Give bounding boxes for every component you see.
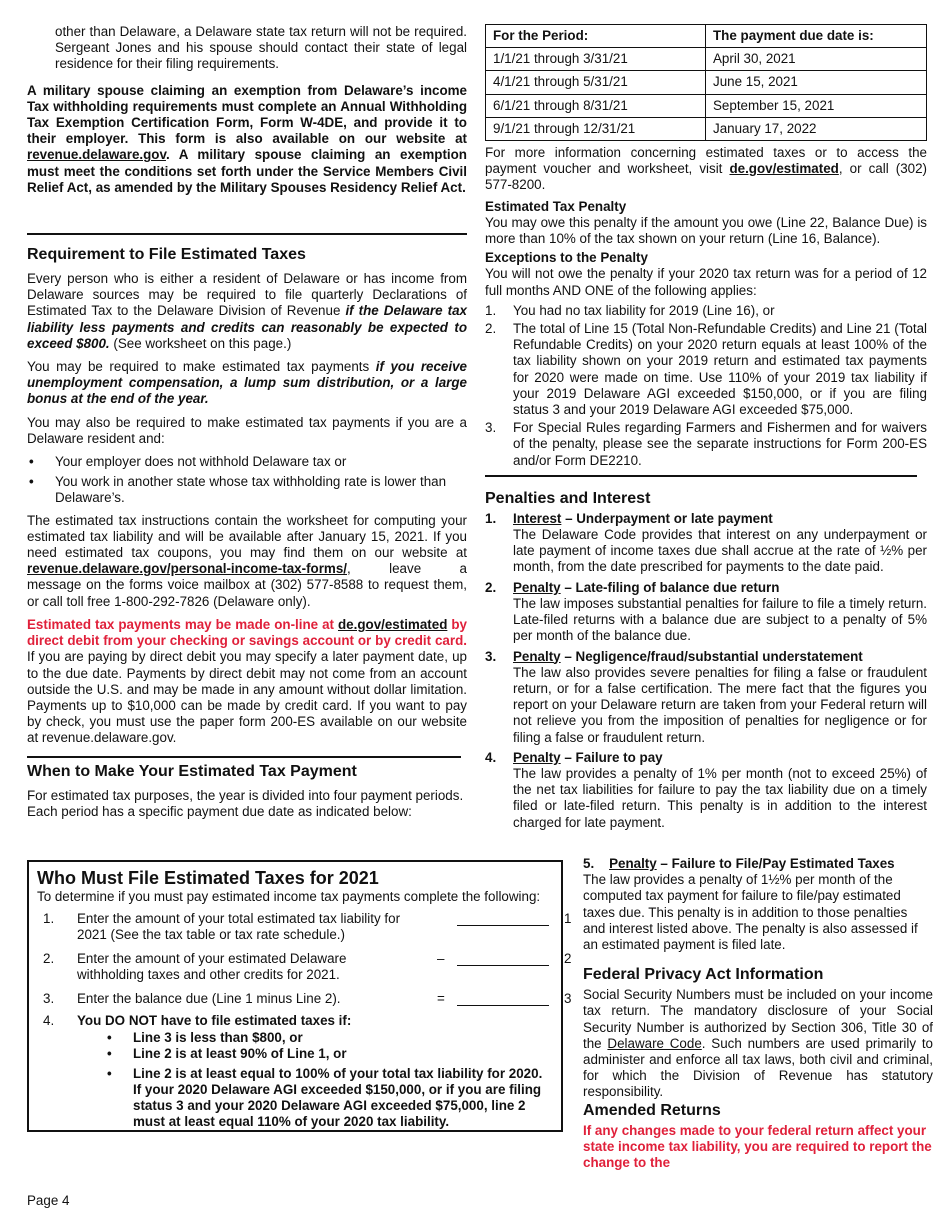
more-info-paragraph <box>485 145 927 194</box>
requirement-text-2: You may be required to make estimated tax payments <box>27 359 376 375</box>
table-row <box>486 71 927 94</box>
list-item <box>105 1066 553 1131</box>
penalty-title <box>513 649 927 665</box>
worksheet-item-4 <box>37 1013 553 1030</box>
amount-entry-line[interactable] <box>457 925 549 926</box>
bullet-icon: • <box>107 1030 112 1046</box>
instructions-text-2: , leave a message on the forms voice mailbox at (302) 577-8588 to request them, or call toll free 1-800-292-7826 (Delaware only). <box>27 561 471 609</box>
table-header: The payment due date is: <box>706 25 927 48</box>
penalty-title <box>513 511 927 527</box>
left-column <box>27 24 471 827</box>
exceptions-paragraph: You will not owe the penalty if your 2020 tax return was for a period of 12 full months AND ONE of the following applies: <box>485 266 927 298</box>
line-description: Enter the amount of your estimated Delaware withholding taxes and other credits for 2021. <box>77 951 347 983</box>
line-label: 1 <box>564 911 572 927</box>
intro-paragraph: other than Delaware, a Delaware state tax return will not be required. Sergeant Jones and his spouse should contact their state of legal residence for their filing requirements. <box>55 24 467 72</box>
amended-returns-paragraph: If any changes made to your federal return affect your state income tax liability, you are required to report the change to the <box>583 1122 932 1171</box>
military-spouse-text: A military spouse claiming an exemption from Delaware’s income Tax withholding requirements must complete an Annual Withholding Tax Exemption Certification Form, Form W-4DE, and provide it to their employer. This form is also available on our website at <box>27 82 467 147</box>
forms-website-link[interactable]: revenue.delaware.gov/personal-income-tax-forms/ <box>27 561 347 577</box>
requirement-emphasis: if the Delaware tax liability less payments and credits can reasonably be expected to exceed $800. <box>27 303 467 351</box>
penalty-description: The law also provides severe penalties for filing a false or fraudulent return, or for a false certification. The mere fact that the figures you report on your Delaware return are taken from your Federal return will not relieve you from the imposition of penalties for negligence or for filing a false or fraudulent return. <box>513 664 927 745</box>
penalty-item-2 <box>485 580 927 645</box>
penalty-item-5-title <box>583 856 933 872</box>
list-item <box>105 1046 553 1062</box>
instructions-paragraph <box>27 512 471 610</box>
penalty-title-underlined: Penalty <box>513 749 561 765</box>
list-number: 5. <box>583 856 595 871</box>
requirement-paragraph-2 <box>27 359 467 408</box>
estimated-penalty-heading: Estimated Tax Penalty <box>485 198 627 214</box>
list-number: 1. <box>485 510 497 526</box>
bullet-icon: • <box>107 1046 112 1062</box>
exceptions-list <box>485 303 927 469</box>
table-row <box>486 48 927 71</box>
estimated-info-link[interactable]: de.gov/estimated <box>729 161 839 177</box>
list-number: 2. <box>485 579 497 595</box>
requirement-paragraph-3: You may also be required to make estimated tax payments if you are a Delaware resident and: <box>27 414 467 446</box>
penalty-description: The Delaware Code provides that interest on any underpayment or late payment of income taxes due shall accrue at the rate of ½% per month, from the date prescribed for payments to the date paid. <box>513 527 927 575</box>
resident-conditions-list <box>27 454 467 507</box>
list-item-text: The total of Line 15 (Total Non-Refundable Credits) and Line 21 (Total Refundable Credits) on your 2020 return equals at least 100% of the tax liability shown on your 2019 return and estimated tax payments for 2020 were made on time. Use 110% of your 2019 tax liability if your 2019 Delaware AGI exceeded $150,000, or if you are filing status 3 and your 2019 Delaware AGI exceeded $75,000. <box>513 321 927 418</box>
requirement-text: Every person who is either a resident of Delaware or has income from Delaware sources may be required to file quarterly Declarations of Estimated Tax to the Delaware Division of Revenue <box>27 271 467 319</box>
online-payment-paragraph <box>27 617 467 747</box>
right-lower-column <box>583 856 933 1171</box>
penalty-item-1 <box>485 511 927 576</box>
penalty-title-underlined: Penalty <box>609 856 657 871</box>
list-item <box>485 303 927 319</box>
penalty-title-underlined: Penalty <box>513 648 561 664</box>
line-number: 4. <box>43 1013 55 1029</box>
online-payment-text: If you are paying by direct debit you may specify a later payment date, up to the due date. Payments by direct debit may not come from an account outside the U.S. and may be made in any amount without dollar limitation. Payments up to $10,000 can be made by credit card. If you want to pay by check, you must use the paper form 200-ES available on our website at revenue.delaware.gov. <box>27 649 467 746</box>
penalty-title-text: – Failure to File/Pay Estimated Taxes <box>656 856 895 871</box>
list-item <box>485 420 927 469</box>
line-label: 3 <box>564 991 572 1007</box>
table-header: For the Period: <box>486 25 706 48</box>
penalty-description: The law provides a penalty of 1% per month (not to exceed 25%) of the net tax liabilities for failure to pay the tax liability due on a timely filed or late-filed return. This penalty is in addition to the interest charged for late payment. <box>513 765 927 830</box>
list-item <box>105 1030 553 1046</box>
penalty-item-3 <box>485 649 927 746</box>
bullet-icon: • <box>29 454 34 470</box>
privacy-text: Social Security Numbers must be included on your income tax return. The mandatory disclosure of your Social Security Number is authorized by Section 306, Title 30 of the <box>583 987 933 1051</box>
requirement-tail: (See worksheet on this page.) <box>109 335 292 351</box>
box-title: Who Must File Estimated Taxes for 2021 <box>37 868 379 888</box>
list-number: 3. <box>485 648 497 664</box>
line-number: 1. <box>43 911 55 927</box>
military-spouse-text-2: . A military spouse claiming an exemption must meet the conditions set forth under the Service Members Civil Relief Act, as amended by the Military Spouses Residency Relief Act. <box>27 147 467 195</box>
revenue-website-link[interactable]: revenue.delaware.gov <box>27 147 166 163</box>
amount-entry-line[interactable] <box>457 1005 549 1006</box>
table-cell: January 17, 2022 <box>706 117 927 140</box>
bullet-icon: • <box>107 1065 112 1081</box>
penalty-description: The law imposes substantial penalties for failure to file a timely return. Late-filed returns with a balance due are subject to a penalty of 5% per month of the balance due. <box>513 595 927 644</box>
requirement-paragraph-1 <box>27 271 467 352</box>
list-item-text: You work in another state whose tax withholding rate is lower than Delaware’s. <box>55 474 447 506</box>
page-number: Page 4 <box>27 1193 70 1208</box>
privacy-text-2: . Such numbers are used primarily to administer and enforce all tax laws, both civil and criminal, for which the Division of Revenue has statutory responsibility. <box>583 1035 933 1100</box>
worksheet-line-3 <box>37 991 572 1013</box>
list-item <box>27 454 467 470</box>
penalty-item-4 <box>485 750 927 831</box>
privacy-paragraph <box>583 987 933 1100</box>
penalty-item-5-description: The law provides a penalty of 1½% per month of the computed tax payment for failure to file/pay estimated taxes due. This penalty is in addition to those penalties and interest listed above. The penalty is also assessed if an estimated payment is filed late. <box>583 872 918 953</box>
table-header-row <box>486 25 927 48</box>
box-intro: To determine if you must pay estimated income tax payments complete the following: <box>37 889 541 904</box>
table-cell: September 15, 2021 <box>706 94 927 117</box>
table-cell: June 15, 2021 <box>706 71 927 94</box>
item-4-heading: You DO NOT have to file estimated taxes if: <box>77 1013 352 1029</box>
penalties-interest-heading: Penalties and Interest <box>485 489 651 507</box>
section-divider <box>485 475 917 477</box>
line-number: 3. <box>43 991 55 1007</box>
table-cell: 1/1/21 through 3/31/21 <box>486 48 706 71</box>
table-row <box>486 94 927 117</box>
list-item <box>485 321 927 418</box>
line-description: Enter the balance due (Line 1 minus Line 2). <box>77 991 341 1007</box>
privacy-heading: Federal Privacy Act Information <box>583 966 824 984</box>
online-payment-emphasis: Estimated tax payments may be made on-line at <box>27 616 338 632</box>
requirement-emphasis-2: if you receive unemployment compensation, a lump sum distribution, or a large bonus at the end of the year. <box>27 359 467 407</box>
more-info-text-2: , or call (302) 577-8200. <box>485 161 927 193</box>
table-cell: 4/1/21 through 5/31/21 <box>486 71 706 94</box>
list-number: 3. <box>485 420 497 436</box>
who-must-file-box <box>27 860 572 1132</box>
table-cell: 9/1/21 through 12/31/21 <box>486 117 706 140</box>
exemption-conditions-list <box>37 1030 553 1130</box>
worksheet-line-1 <box>37 911 572 951</box>
list-item <box>27 474 467 506</box>
table-cell: 6/1/21 through 8/31/21 <box>486 94 706 117</box>
payment-due-table <box>485 24 927 141</box>
list-item-text: You had no tax liability for 2019 (Line 16), or <box>513 302 775 318</box>
line-description: Enter the amount of your total estimated tax liability for 2021 (See the tax table or tax rate schedule.) <box>77 911 401 943</box>
bullet-icon: • <box>29 474 34 490</box>
amount-entry-line[interactable] <box>457 965 549 966</box>
instructions-text: The estimated tax instructions contain the worksheet for computing your estimated tax liability and will be available after January 15, 2021. If you need estimated tax coupons, you may find them on our website at <box>27 512 467 561</box>
amended-returns-heading: Amended Returns <box>583 1101 721 1119</box>
penalty-title-text: – Late-filing of balance due return <box>560 579 780 595</box>
list-item-text: Line 2 is at least equal to 100% of your total tax liability for 2020. If your 2020 Delaware AGI exceeded $150,000, or if you are filing status 3 and your 2020 Delaware AGI exceeded $75,000, line 2 must at least equal 110% of your 2020 tax liability. <box>133 1065 543 1130</box>
estimated-payment-link[interactable]: de.gov/estimated <box>337 616 448 632</box>
penalty-title-text: – Negligence/fraud/substantial understatement <box>560 648 863 664</box>
line-number: 2. <box>43 951 55 967</box>
estimated-penalty-paragraph: You may owe this penalty if the amount you owe (Line 22, Balance Due) is more than 10% of the tax shown on your return (Line 16, Balance). <box>485 214 927 247</box>
list-item-text: Line 3 is less than $800, or <box>133 1030 303 1046</box>
online-payment-emphasis-2: by direct debit from your checking or savings account or by credit card. <box>27 616 467 649</box>
penalty-title-underlined: Interest <box>513 510 562 526</box>
delaware-code-link[interactable]: Delaware Code <box>607 1035 702 1051</box>
right-column <box>485 24 927 835</box>
table-cell: April 30, 2021 <box>706 48 927 71</box>
list-item-text: Line 2 is at least 90% of Line 1, or <box>133 1046 347 1062</box>
exceptions-heading: Exceptions to the Penalty <box>485 250 648 266</box>
penalty-title-text: – Underpayment or late payment <box>561 510 773 526</box>
requirement-heading: Requirement to File Estimated Taxes <box>27 246 306 264</box>
penalty-title <box>513 750 927 766</box>
when-to-pay-heading: When to Make Your Estimated Tax Payment <box>27 762 357 780</box>
military-spouse-paragraph <box>27 83 467 196</box>
when-to-pay-paragraph: For estimated tax purposes, the year is divided into four payment periods. Each period has a specific payment due date as indicated below: <box>27 787 464 819</box>
penalty-title-underlined: Penalty <box>513 579 561 595</box>
table-row <box>486 117 927 140</box>
list-number: 1. <box>485 302 497 318</box>
list-number: 4. <box>485 749 497 765</box>
line-label: 2 <box>564 951 572 967</box>
line-operator: – <box>437 951 445 967</box>
more-info-text: For more information concerning estimated taxes or to access the payment voucher and worksheet, visit <box>485 145 927 177</box>
list-number: 2. <box>485 321 497 337</box>
list-item-text: Your employer does not withhold Delaware tax or <box>55 454 347 470</box>
list-item-text: For Special Rules regarding Farmers and Fishermen and for waivers of the penalty, please see the separate instructions for Form 200-ES and/or Form DE2210. <box>513 420 927 468</box>
line-operator: = <box>437 991 445 1007</box>
penalty-title <box>513 580 927 596</box>
worksheet-line-2 <box>37 951 572 991</box>
penalty-title-text: – Failure to pay <box>560 749 663 765</box>
